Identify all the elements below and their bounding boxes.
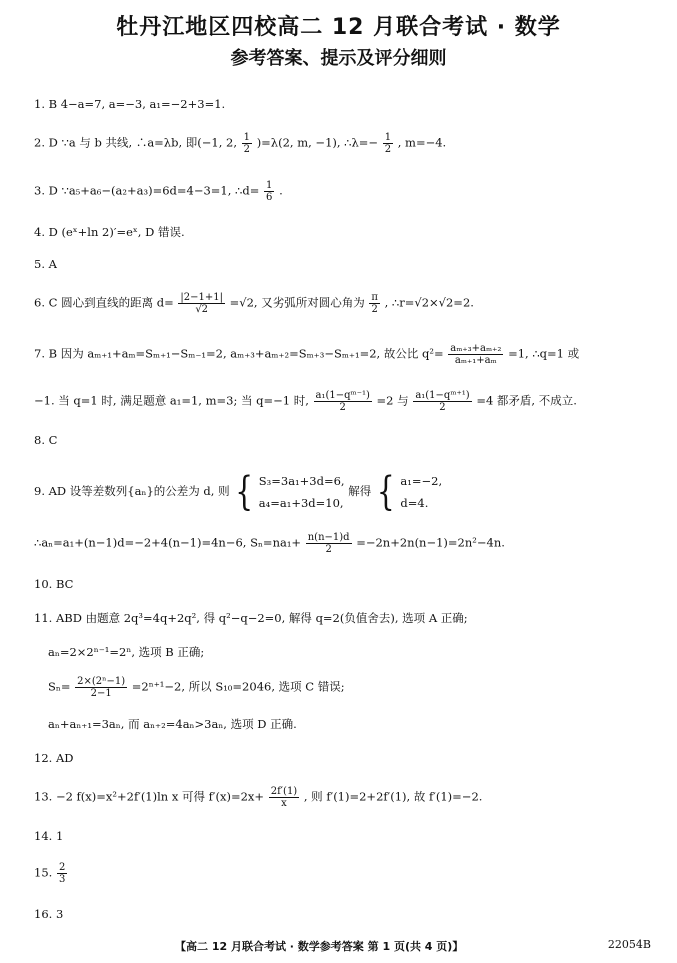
- answer-12: 12. AD: [34, 751, 74, 765]
- fraction: [178, 292, 225, 315]
- answer-9-text: =−2n+2n(n−1)=2n²−4n.: [356, 535, 505, 550]
- numerator: n(n−1)d: [307, 532, 350, 543]
- answer-6: [34, 292, 474, 315]
- fraction: [269, 786, 300, 809]
- page-title: 牡丹江地区四校高二 12 月联合考试 · 数学: [116, 15, 561, 40]
- numerator: 1: [266, 180, 273, 191]
- answer-4: 4. D (eˣ+ln 2)′=eˣ, D 错误.: [34, 225, 185, 239]
- answer-2-text: 2. D ∵a 与 b 共线, ∴a=λb, 即(−1, 2,: [34, 135, 237, 150]
- numerator: 1: [384, 132, 392, 143]
- answer-9-cont: [34, 532, 505, 555]
- answer-13-text: , 则 f′(1)=2+2f′(1), 故 f′(1)=−2.: [303, 789, 483, 804]
- answer-7-text: −1. 当 q=1 时, 满足题意 a₁=1, m=3; 当 q=−1 时,: [34, 393, 309, 408]
- answer-14: 14. 1: [34, 829, 64, 843]
- equation: S₃=3a₁+3d=6,: [258, 474, 345, 488]
- answer-11-text: Sₙ=: [48, 679, 71, 694]
- answer-3-text: .: [279, 183, 283, 198]
- answer-13: [34, 786, 482, 809]
- answer-15: [34, 862, 68, 885]
- answer-7: [34, 343, 579, 366]
- answer-3-text: 3. D ∵a₅+a₆−(a₂+a₃)=6d=4−3=1, ∴d=: [34, 183, 260, 198]
- answer-7-text: =1, ∴q=1 或: [508, 346, 580, 361]
- fraction: [448, 343, 503, 366]
- answer-2-text: , m=−4.: [397, 135, 447, 150]
- fraction: [314, 390, 372, 413]
- answer-7-text: 7. B 因为 aₘ₊₁+aₘ=Sₘ₊₁−Sₘ₋₁=2, aₘ₊₃+aₘ₊₂=Sₘ₊₃−Sₘ₊₁=2, 故公比 q²=: [34, 346, 444, 361]
- numerator: 2×(2ⁿ−1): [77, 676, 126, 687]
- answer-11-c: [48, 676, 345, 699]
- denominator: 2−1: [90, 688, 112, 699]
- denominator: 2: [439, 402, 446, 413]
- fraction: [306, 532, 352, 555]
- denominator: 2: [384, 144, 392, 155]
- fraction: [369, 292, 380, 315]
- answer-10: 10. BC: [34, 577, 74, 591]
- page-subtitle: 参考答案、提示及评分细则: [230, 48, 447, 69]
- answer-9: [34, 470, 442, 514]
- answer-2-text: )=λ(2, m, −1), ∴λ=−: [256, 135, 379, 150]
- answer-7-text: =4 都矛盾, 不成立.: [476, 393, 577, 408]
- denominator: x: [281, 798, 287, 809]
- fraction: [242, 132, 252, 155]
- fraction: [264, 180, 274, 203]
- equation: d=4.: [400, 496, 429, 510]
- footer-code: 22054B: [607, 938, 651, 951]
- numerator: π: [371, 292, 378, 303]
- denominator: 2: [325, 544, 332, 555]
- solution-system: [400, 470, 442, 514]
- denominator: √2: [195, 304, 209, 315]
- answer-9-text: 9. AD 设等差数列{aₙ}的公差为 d, 则: [34, 484, 230, 498]
- answer-13-text: 13. −2 f(x)=x²+2f′(1)ln x 可得 f′(x)=2x+: [34, 789, 265, 804]
- answer-8: 8. C: [34, 433, 58, 447]
- footer-title: 【高二 12 月联合考试 · 数学参考答案 第 1 页(共 4 页)】: [175, 940, 464, 953]
- answer-5: 5. A: [34, 257, 57, 271]
- equation: a₄=a₁+3d=10,: [258, 496, 344, 510]
- fraction: [75, 676, 127, 699]
- fraction: [57, 862, 67, 885]
- numerator: |2−1+1|: [180, 292, 223, 303]
- answer-11: 11. ABD 由题意 2q³=4q+2q², 得 q²−q−2=0, 解得 q=2(负值舍去), 选项 A 正确;: [34, 611, 468, 625]
- answer-6-text: , ∴r=√2×√2=2.: [384, 295, 474, 310]
- numerator: a₁(1−qᵐ⁺¹): [415, 390, 470, 401]
- answer-6-text: 6. C 圆心到直线的距离 d=: [34, 295, 174, 310]
- numerator: 2f′(1): [270, 786, 298, 797]
- equation: a₁=−2,: [400, 474, 443, 488]
- equation-system: [259, 470, 345, 514]
- denominator: 2: [371, 304, 378, 315]
- denominator: aₘ₊₁+aₘ: [454, 355, 497, 366]
- answer-3: [34, 180, 283, 203]
- answer-15-text: 15.: [34, 865, 53, 880]
- numerator: 1: [243, 132, 251, 143]
- denominator: 3: [58, 874, 66, 885]
- numerator: 2: [58, 862, 66, 873]
- numerator: a₁(1−qᵐ⁻¹): [315, 390, 370, 401]
- denominator: 2: [339, 402, 346, 413]
- answer-7-cont: [34, 390, 577, 413]
- left-brace: {: [235, 468, 254, 515]
- answer-9-text: ∴aₙ=a₁+(n−1)d=−2+4(n−1)=4n−6, Sₙ=na₁+: [34, 535, 302, 550]
- left-brace: {: [376, 468, 395, 515]
- fraction: [383, 132, 393, 155]
- answer-1: 1. B 4−a=7, a=−3, a₁=−2+3=1.: [34, 97, 226, 111]
- answer-16: 16. 3: [34, 907, 64, 921]
- fraction: [413, 390, 471, 413]
- answer-9-text: 解得: [348, 484, 372, 498]
- answer-11-b: aₙ=2×2ⁿ⁻¹=2ⁿ, 选项 B 正确;: [48, 645, 205, 659]
- denominator: 2: [243, 144, 251, 155]
- answer-2: [34, 132, 446, 155]
- numerator: aₘ₊₃+aₘ₊₂: [450, 343, 502, 354]
- answer-11-d: aₙ+aₙ₊₁=3aₙ, 而 aₙ₊₂=4aₙ>3aₙ, 选项 D 正确.: [48, 717, 297, 731]
- answer-11-text: =2ⁿ⁺¹−2, 所以 S₁₀=2046, 选项 C 错误;: [131, 679, 345, 694]
- answer-7-text: =2 与: [376, 393, 409, 408]
- denominator: 6: [266, 192, 273, 203]
- answer-6-text: =√2, 又劣弧所对圆心角为: [229, 295, 365, 310]
